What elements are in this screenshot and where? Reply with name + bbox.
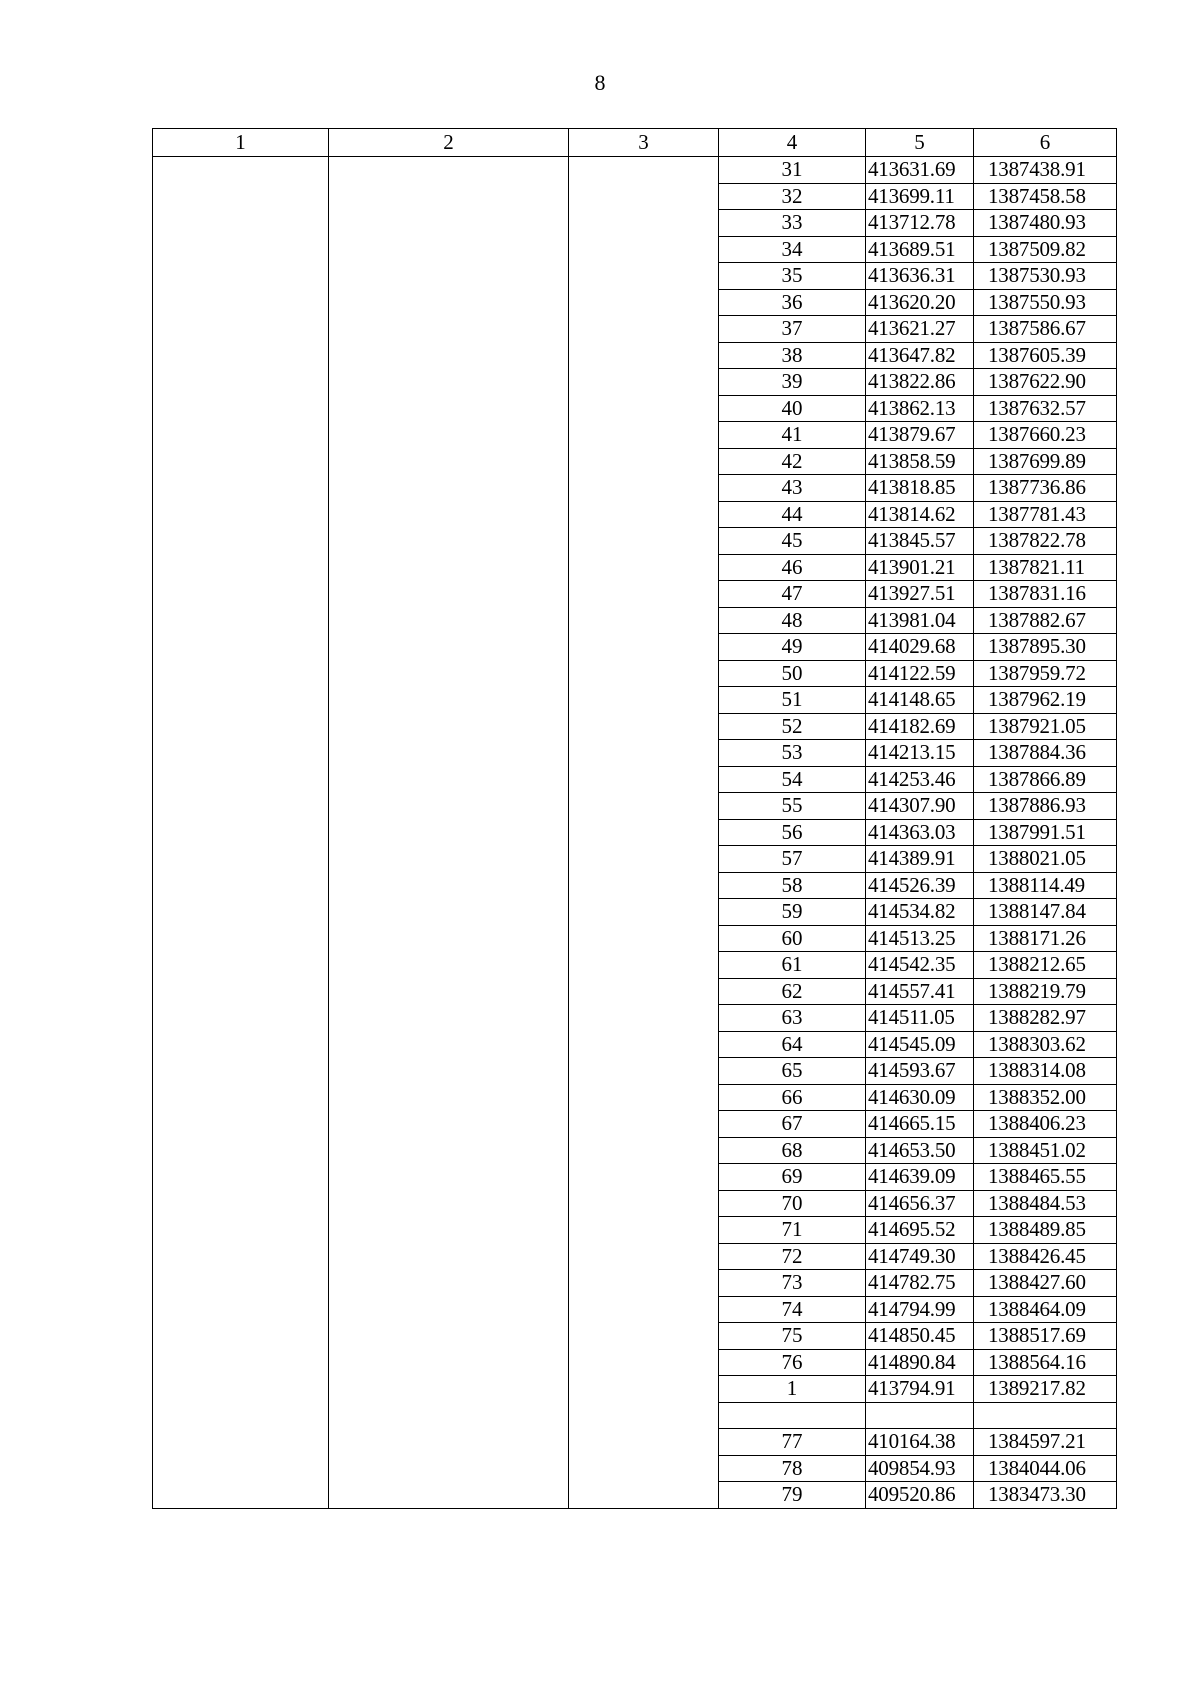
x-coordinate-cell: 413794.91: [866, 1376, 974, 1403]
x-coordinate-cell: 414890.84: [866, 1349, 974, 1376]
point-number-cell: 31: [719, 157, 866, 184]
x-coordinate-cell: 414593.67: [866, 1058, 974, 1085]
point-number-cell: 37: [719, 316, 866, 343]
point-number-cell: 72: [719, 1243, 866, 1270]
point-number-cell: 49: [719, 634, 866, 661]
y-coordinate-cell: 1388427.60: [974, 1270, 1117, 1297]
point-number-cell: 66: [719, 1084, 866, 1111]
y-coordinate-cell: 1387821.11: [974, 554, 1117, 581]
column-header-2: 2: [329, 129, 569, 157]
x-coordinate-cell: 409520.86: [866, 1482, 974, 1509]
x-coordinate-cell: 414148.65: [866, 687, 974, 714]
point-number-cell: 76: [719, 1349, 866, 1376]
y-coordinate-cell: 1388303.62: [974, 1031, 1117, 1058]
x-coordinate-cell: 414850.45: [866, 1323, 974, 1350]
x-coordinate-cell: 414794.99: [866, 1296, 974, 1323]
point-number-cell: 39: [719, 369, 866, 396]
x-coordinate-cell: 414363.03: [866, 819, 974, 846]
x-coordinate-cell: 414656.37: [866, 1190, 974, 1217]
x-coordinate-cell: 409854.93: [866, 1455, 974, 1482]
header-row: [153, 129, 1117, 157]
y-coordinate-cell: 1387699.89: [974, 448, 1117, 475]
point-number-cell: 57: [719, 846, 866, 873]
point-number-cell: 53: [719, 740, 866, 767]
page-number: 8: [594, 70, 606, 95]
point-number-cell: 34: [719, 236, 866, 263]
y-coordinate-cell: 1387962.19: [974, 687, 1117, 714]
y-coordinate-cell: 1387480.93: [974, 210, 1117, 237]
y-coordinate-cell: 1387509.82: [974, 236, 1117, 263]
x-coordinate-cell: 414695.52: [866, 1217, 974, 1244]
point-number-cell: 50: [719, 660, 866, 687]
y-coordinate-cell: 1388465.55: [974, 1164, 1117, 1191]
x-coordinate-cell: 414213.15: [866, 740, 974, 767]
y-coordinate-cell: 1387458.58: [974, 183, 1117, 210]
point-number-cell: 55: [719, 793, 866, 820]
x-coordinate-cell: 414630.09: [866, 1084, 974, 1111]
x-coordinate-cell: 414749.30: [866, 1243, 974, 1270]
point-number-cell: 67: [719, 1111, 866, 1138]
y-coordinate-cell: 1388171.26: [974, 925, 1117, 952]
column-header-4: 4: [719, 129, 866, 157]
y-coordinate-cell: 1388406.23: [974, 1111, 1117, 1138]
merged-cell-column-1: [153, 157, 329, 1509]
x-coordinate-cell: 413845.57: [866, 528, 974, 555]
point-number-cell: 68: [719, 1137, 866, 1164]
x-coordinate-cell: 413858.59: [866, 448, 974, 475]
y-coordinate-cell: 1387622.90: [974, 369, 1117, 396]
x-coordinate-cell: 413631.69: [866, 157, 974, 184]
y-coordinate-cell: 1387886.93: [974, 793, 1117, 820]
y-coordinate-cell: 1387438.91: [974, 157, 1117, 184]
x-coordinate-cell: 414639.09: [866, 1164, 974, 1191]
y-coordinate-cell: 1387921.05: [974, 713, 1117, 740]
point-number-cell: 64: [719, 1031, 866, 1058]
y-coordinate-cell: 1387866.89: [974, 766, 1117, 793]
point-number-cell: 63: [719, 1005, 866, 1032]
x-coordinate-cell: 414542.35: [866, 952, 974, 979]
x-coordinate-cell: 413620.20: [866, 289, 974, 316]
point-number-cell: 47: [719, 581, 866, 608]
y-coordinate-cell: 1383473.30: [974, 1482, 1117, 1509]
point-number-cell: 62: [719, 978, 866, 1005]
point-number-cell: 69: [719, 1164, 866, 1191]
point-number-cell: 56: [719, 819, 866, 846]
column-header-5: 5: [866, 129, 974, 157]
column-header-6: 6: [974, 129, 1117, 157]
x-coordinate-cell: 413712.78: [866, 210, 974, 237]
y-coordinate-cell: 1387632.57: [974, 395, 1117, 422]
coordinates-table: [152, 128, 1117, 1509]
point-number-cell: 48: [719, 607, 866, 634]
x-coordinate-cell: 413636.31: [866, 263, 974, 290]
y-coordinate-cell: 1388464.09: [974, 1296, 1117, 1323]
point-number-cell: 78: [719, 1455, 866, 1482]
y-coordinate-cell: 1387586.67: [974, 316, 1117, 343]
point-number-cell: 44: [719, 501, 866, 528]
point-number-cell: 32: [719, 183, 866, 210]
y-coordinate-cell: 1387605.39: [974, 342, 1117, 369]
column-header-3: 3: [569, 129, 719, 157]
x-coordinate-cell: 413822.86: [866, 369, 974, 396]
point-number-cell: 46: [719, 554, 866, 581]
point-number-cell: 45: [719, 528, 866, 555]
x-coordinate-cell: 413699.11: [866, 183, 974, 210]
point-number-cell: 77: [719, 1429, 866, 1456]
x-coordinate-cell: 413879.67: [866, 422, 974, 449]
column-header-1: 1: [153, 129, 329, 157]
point-number-cell: 65: [719, 1058, 866, 1085]
x-coordinate-cell: 414307.90: [866, 793, 974, 820]
point-number-cell: 41: [719, 422, 866, 449]
y-coordinate-cell: 1384597.21: [974, 1429, 1117, 1456]
point-number-cell: 35: [719, 263, 866, 290]
x-coordinate-cell: 413818.85: [866, 475, 974, 502]
point-number-cell: 60: [719, 925, 866, 952]
point-number-cell: 59: [719, 899, 866, 926]
point-number-cell: 70: [719, 1190, 866, 1217]
y-coordinate-cell: 1387822.78: [974, 528, 1117, 555]
y-coordinate-cell: 1387550.93: [974, 289, 1117, 316]
x-coordinate-cell: 413901.21: [866, 554, 974, 581]
point-number-cell: 74: [719, 1296, 866, 1323]
y-coordinate-cell: 1387831.16: [974, 581, 1117, 608]
x-coordinate-cell: 414653.50: [866, 1137, 974, 1164]
x-coordinate-cell: 414389.91: [866, 846, 974, 873]
y-coordinate-cell: [974, 1402, 1117, 1429]
table-row: [153, 157, 1117, 184]
point-number-cell: 51: [719, 687, 866, 714]
y-coordinate-cell: 1387991.51: [974, 819, 1117, 846]
x-coordinate-cell: 414182.69: [866, 713, 974, 740]
point-number-cell: 42: [719, 448, 866, 475]
merged-cell-column-2: [329, 157, 569, 1509]
y-coordinate-cell: 1388314.08: [974, 1058, 1117, 1085]
y-coordinate-cell: 1388147.84: [974, 899, 1117, 926]
y-coordinate-cell: 1388352.00: [974, 1084, 1117, 1111]
x-coordinate-cell: 413647.82: [866, 342, 974, 369]
point-number-cell: 73: [719, 1270, 866, 1297]
merged-cell-column-3: [569, 157, 719, 1509]
x-coordinate-cell: 414513.25: [866, 925, 974, 952]
point-number-cell: 1: [719, 1376, 866, 1403]
y-coordinate-cell: 1388489.85: [974, 1217, 1117, 1244]
y-coordinate-cell: 1388517.69: [974, 1323, 1117, 1350]
y-coordinate-cell: 1388219.79: [974, 978, 1117, 1005]
y-coordinate-cell: 1389217.82: [974, 1376, 1117, 1403]
x-coordinate-cell: 414557.41: [866, 978, 974, 1005]
x-coordinate-cell: 414782.75: [866, 1270, 974, 1297]
x-coordinate-cell: 413621.27: [866, 316, 974, 343]
y-coordinate-cell: 1387884.36: [974, 740, 1117, 767]
x-coordinate-cell: [866, 1402, 974, 1429]
y-coordinate-cell: 1387895.30: [974, 634, 1117, 661]
y-coordinate-cell: 1388451.02: [974, 1137, 1117, 1164]
point-number-cell: 54: [719, 766, 866, 793]
x-coordinate-cell: 413689.51: [866, 236, 974, 263]
point-number-cell: 40: [719, 395, 866, 422]
x-coordinate-cell: 413862.13: [866, 395, 974, 422]
point-number-cell: 38: [719, 342, 866, 369]
point-number-cell: 33: [719, 210, 866, 237]
point-number-cell: 79: [719, 1482, 866, 1509]
y-coordinate-cell: 1388426.45: [974, 1243, 1117, 1270]
x-coordinate-cell: 414253.46: [866, 766, 974, 793]
x-coordinate-cell: 413981.04: [866, 607, 974, 634]
y-coordinate-cell: 1387959.72: [974, 660, 1117, 687]
point-number-cell: 36: [719, 289, 866, 316]
y-coordinate-cell: 1387530.93: [974, 263, 1117, 290]
point-number-cell: 71: [719, 1217, 866, 1244]
y-coordinate-cell: 1388282.97: [974, 1005, 1117, 1032]
y-coordinate-cell: 1387660.23: [974, 422, 1117, 449]
point-number-cell: 75: [719, 1323, 866, 1350]
y-coordinate-cell: 1388484.53: [974, 1190, 1117, 1217]
y-coordinate-cell: 1388212.65: [974, 952, 1117, 979]
y-coordinate-cell: 1384044.06: [974, 1455, 1117, 1482]
x-coordinate-cell: 414665.15: [866, 1111, 974, 1138]
y-coordinate-cell: 1388021.05: [974, 846, 1117, 873]
x-coordinate-cell: 414545.09: [866, 1031, 974, 1058]
point-number-cell: 58: [719, 872, 866, 899]
y-coordinate-cell: 1388114.49: [974, 872, 1117, 899]
y-coordinate-cell: 1388564.16: [974, 1349, 1117, 1376]
x-coordinate-cell: 414534.82: [866, 899, 974, 926]
x-coordinate-cell: 410164.38: [866, 1429, 974, 1456]
x-coordinate-cell: 414526.39: [866, 872, 974, 899]
x-coordinate-cell: 413814.62: [866, 501, 974, 528]
x-coordinate-cell: 414029.68: [866, 634, 974, 661]
y-coordinate-cell: 1387736.86: [974, 475, 1117, 502]
y-coordinate-cell: 1387882.67: [974, 607, 1117, 634]
point-number-cell: 52: [719, 713, 866, 740]
point-number-cell: [719, 1402, 866, 1429]
point-number-cell: 43: [719, 475, 866, 502]
point-number-cell: 61: [719, 952, 866, 979]
x-coordinate-cell: 414122.59: [866, 660, 974, 687]
x-coordinate-cell: 414511.05: [866, 1005, 974, 1032]
x-coordinate-cell: 413927.51: [866, 581, 974, 608]
y-coordinate-cell: 1387781.43: [974, 501, 1117, 528]
